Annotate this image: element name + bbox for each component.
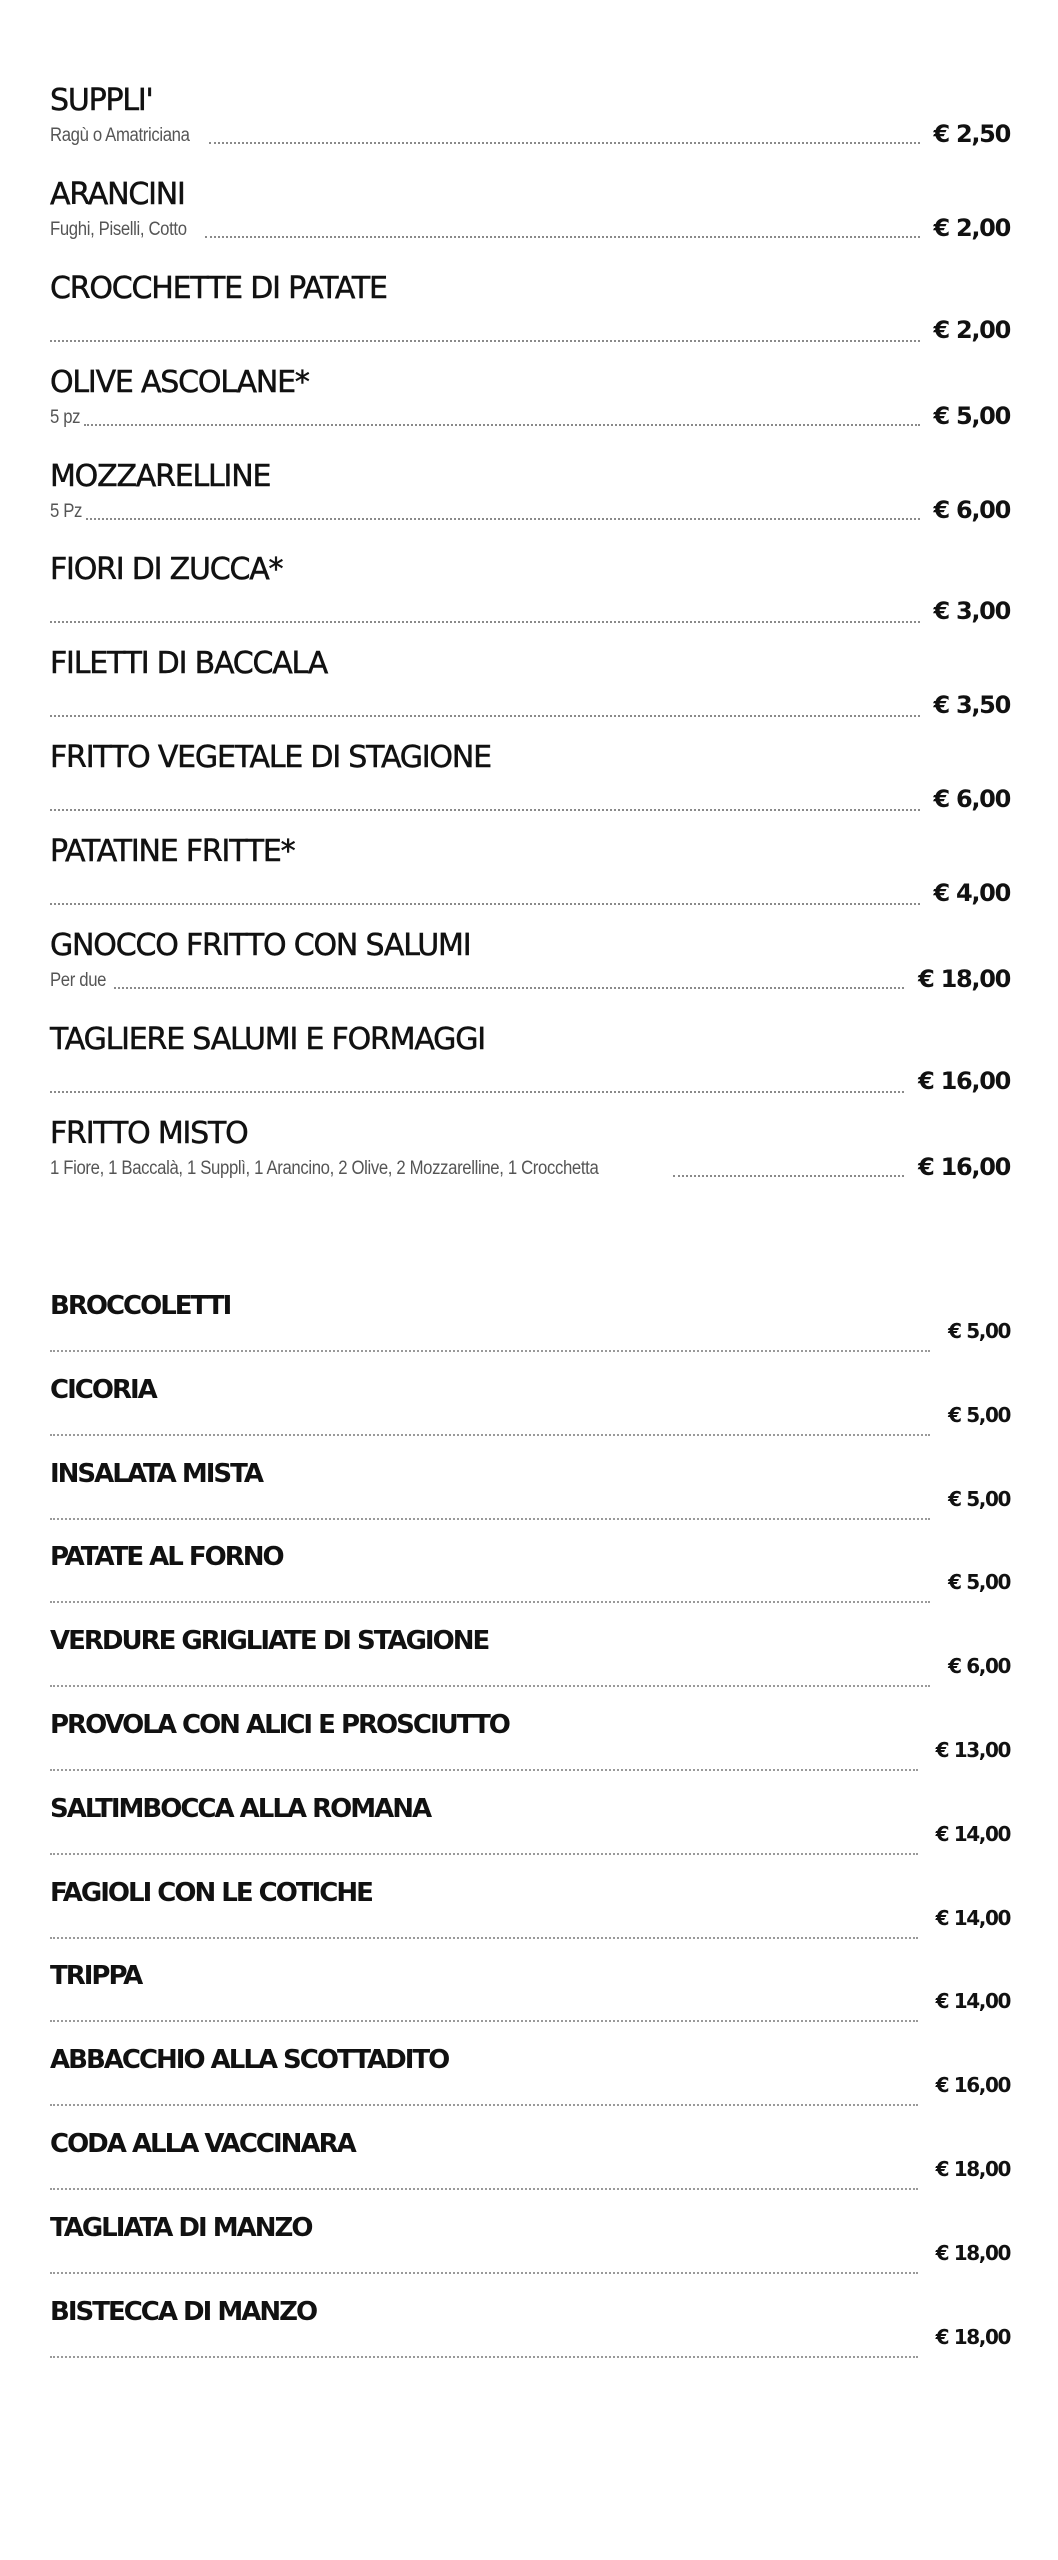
dot-leader [114, 987, 904, 989]
item-price-line [50, 495, 1010, 525]
menu-item [50, 2044, 1010, 2128]
item-price-line [50, 1989, 1010, 2024]
menu-item [50, 271, 1010, 365]
item-price: € 2,50 [933, 120, 1010, 148]
menu-item [50, 740, 1010, 834]
item-name: CICORIA [50, 1374, 156, 1405]
item-name: GNOCCO FRITTO CON SALUMI [50, 928, 471, 964]
dot-leader [50, 2188, 918, 2190]
item-price-line [50, 690, 1010, 720]
item-name: FRITTO MISTO [50, 1115, 248, 1151]
dot-leader [86, 518, 919, 520]
menu-item [50, 1116, 1010, 1210]
menu-item [50, 1793, 1010, 1877]
dot-leader [50, 2020, 918, 2022]
item-price: € 16,00 [918, 1152, 1010, 1181]
item-name: BROCCOLETTI [50, 1291, 231, 1321]
item-description: Per due [50, 970, 107, 992]
item-price: € 6,00 [948, 1654, 1010, 1679]
dot-leader [50, 715, 920, 717]
item-price-line [50, 878, 1010, 908]
dot-leader [84, 424, 919, 426]
item-name: OLIVE ASCOLANE* [50, 364, 309, 400]
item-price: € 6,00 [933, 495, 1010, 524]
dot-leader [50, 1769, 918, 1771]
menu-item [50, 928, 1010, 1022]
item-description: 5 Pz [50, 500, 83, 522]
dot-leader [50, 2104, 918, 2106]
item-price-line [50, 1066, 1010, 1096]
menu-item [50, 1960, 1010, 2044]
item-price: € 2,00 [933, 315, 1010, 344]
menu-section-fritti [50, 83, 1010, 1210]
item-price-line [50, 1905, 1010, 1941]
item-price-line [50, 401, 1010, 431]
dot-leader [50, 903, 920, 905]
item-name: PROVOLA CON ALICI E PROSCIUTTO [50, 1709, 509, 1740]
item-price: € 13,00 [935, 1737, 1010, 1762]
item-price: € 14,00 [935, 1989, 1010, 2014]
menu-item [50, 1458, 1010, 1542]
dot-leader [50, 1853, 918, 1855]
dot-leader [50, 1518, 930, 1520]
dot-leader [50, 1091, 904, 1093]
menu-item [50, 83, 1010, 177]
menu-item [50, 459, 1010, 553]
item-price: € 5,00 [933, 401, 1010, 430]
dot-leader [50, 1685, 930, 1687]
item-price-line [50, 119, 1010, 149]
menu-item [50, 1709, 1010, 1793]
item-description: Fughi, Piselli, Cotto [50, 218, 187, 240]
item-price: € 5,00 [948, 1319, 1010, 1343]
item-price: € 6,00 [933, 785, 1010, 814]
item-price-line [50, 315, 1010, 345]
item-price: € 18,00 [918, 965, 1010, 994]
dot-leader [50, 340, 920, 342]
item-price-line [50, 964, 1010, 994]
dot-leader [50, 1350, 930, 1352]
menu-item [50, 834, 1010, 928]
item-price: € 5,00 [948, 1486, 1010, 1511]
menu-item [50, 2128, 1010, 2212]
item-name: ARANCINI [50, 176, 185, 212]
item-name: TRIPPA [50, 1961, 142, 1992]
menu-item [50, 552, 1010, 646]
dot-leader [50, 2272, 918, 2274]
item-name: FILETTI DI BACCALA [50, 646, 328, 682]
menu-item [50, 365, 1010, 459]
item-price: € 16,00 [918, 1066, 1010, 1095]
item-price-line [50, 1737, 1010, 1773]
menu-item [50, 2296, 1010, 2380]
menu-item [50, 1625, 1010, 1709]
item-price-line [50, 1402, 1010, 1438]
menu-item [50, 2212, 1010, 2296]
item-price-line [50, 2073, 1010, 2108]
item-price-line [50, 1486, 1010, 1522]
item-price-line [50, 784, 1010, 814]
dot-leader [50, 1937, 918, 1939]
item-price: € 18,00 [935, 2324, 1010, 2349]
item-description: 1 Fiore, 1 Baccalà, 1 Supplì, 1 Arancino, 2 Olive, 2 Mozzarelline, 1 Crocchetta [50, 1157, 599, 1179]
item-price: € 3,50 [933, 691, 1010, 720]
menu-item [50, 1541, 1010, 1625]
item-price-line [50, 1319, 1010, 1354]
item-name: MOZZARELLINE [50, 458, 271, 494]
menu-item [50, 177, 1010, 271]
item-name: FRITTO VEGETALE DI STAGIONE [50, 740, 491, 776]
menu-item [50, 1290, 1010, 1374]
item-price-line [50, 1152, 1010, 1182]
item-price: € 14,00 [935, 1821, 1010, 1846]
item-price-line [50, 2324, 1010, 2360]
item-price: € 14,00 [935, 1905, 1010, 1930]
item-price: € 4,00 [933, 879, 1010, 908]
item-price: € 5,00 [948, 1570, 1010, 1595]
item-price: € 5,00 [948, 1402, 1010, 1427]
item-price-line [50, 2156, 1010, 2192]
item-name: PATATE AL FORNO [50, 1542, 283, 1573]
item-price: € 16,00 [935, 2073, 1010, 2098]
item-name: TAGLIERE SALUMI E FORMAGGI [50, 1021, 485, 1057]
item-name: FIORI DI ZUCCA* [50, 552, 283, 588]
menu-item [50, 1022, 1010, 1116]
menu-item [50, 646, 1010, 740]
item-price-line [50, 2240, 1010, 2276]
dot-leader [673, 1175, 904, 1177]
item-price-line [50, 1654, 1010, 1689]
item-name: PATATINE FRITTE* [50, 834, 295, 870]
menu-item [50, 1374, 1010, 1458]
item-price: € 3,00 [933, 597, 1010, 626]
item-name: INSALATA MISTA [50, 1458, 262, 1489]
item-name: CROCCHETTE DI PATATE [50, 270, 387, 306]
dot-leader [205, 236, 919, 238]
dot-leader [50, 1434, 930, 1436]
item-price-line [50, 213, 1010, 243]
item-name: FAGIOLI CON LE COTICHE [50, 1877, 372, 1908]
item-name: ABBACCHIO ALLA SCOTTADITO [50, 2045, 449, 2076]
item-price-line [50, 596, 1010, 626]
dot-leader [50, 2356, 918, 2358]
item-name: CODA ALLA VACCINARA [50, 2128, 355, 2159]
item-price: € 18,00 [935, 2240, 1010, 2265]
item-price: € 2,00 [933, 213, 1010, 242]
item-description: 5 pz [50, 406, 81, 428]
item-description: Ragù o Amatriciana [50, 125, 190, 146]
dot-leader [209, 142, 920, 144]
menu-item [50, 1877, 1010, 1961]
item-name: VERDURE GRIGLIATE DI STAGIONE [50, 1626, 489, 1657]
item-name: SALTIMBOCCA ALLA ROMANA [50, 1793, 431, 1824]
dot-leader [50, 809, 920, 811]
item-price: € 18,00 [935, 2156, 1010, 2181]
item-name: SUPPLI' [50, 83, 153, 118]
item-name: BISTECCA DI MANZO [50, 2296, 317, 2327]
menu-section-contorni-secondi [50, 1290, 1010, 2379]
item-price-line [50, 1821, 1010, 1857]
item-name: TAGLIATA DI MANZO [50, 2212, 312, 2243]
dot-leader [50, 621, 920, 623]
dot-leader [50, 1601, 930, 1603]
item-price-line [50, 1570, 1010, 1605]
